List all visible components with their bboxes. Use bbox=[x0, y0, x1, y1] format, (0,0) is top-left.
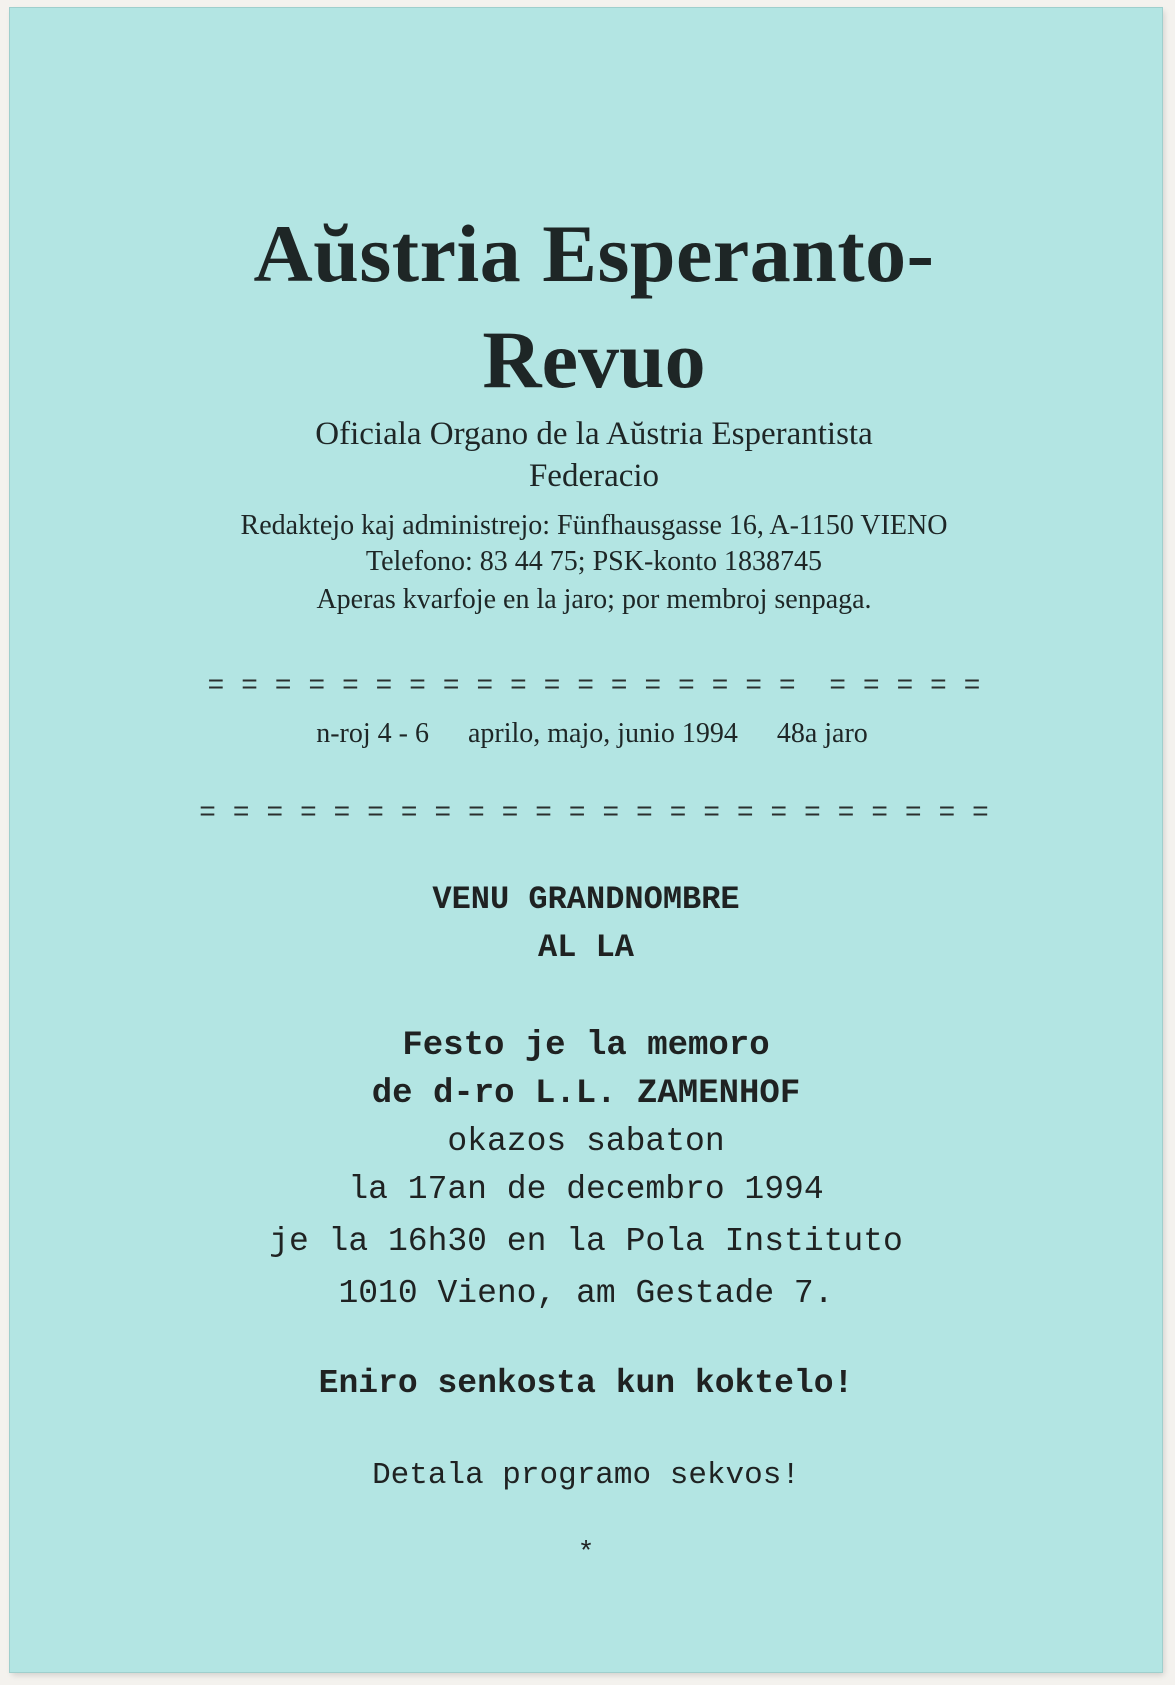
magazine-title-line1: Aŭstria Esperanto- bbox=[253, 208, 935, 299]
event-address: 1010 Vieno, am Gestade 7. bbox=[338, 1275, 834, 1312]
issue-info bbox=[16, 716, 1168, 752]
divider-top: = = = = = = = = = = = = = = = = = = = = = = = bbox=[207, 671, 981, 702]
editorial-address: Redaktejo kaj administrejo: Fünfhausgasse 16, A-1150 VIENO bbox=[240, 510, 948, 541]
event-title-line2: de d-ro L.L. ZAMENHOF bbox=[371, 1075, 801, 1113]
announcement-heading-line2: AL LA bbox=[537, 929, 634, 966]
subtitle-line1: Oficiala Organo de la Aŭstria Esperantista bbox=[315, 416, 873, 452]
event-date: la 17an de decembro 1994 bbox=[348, 1171, 824, 1208]
subtitle-line2: Federacio bbox=[528, 458, 660, 494]
event-day: okazos sabaton bbox=[447, 1123, 725, 1160]
announcement-heading-line1: VENU GRANDNOMBRE bbox=[432, 881, 740, 918]
asterisk-ornament: * bbox=[577, 1538, 595, 1569]
divider-bottom: = = = = = = = = = = = = = = = = = = = = = = = = bbox=[199, 798, 989, 829]
program-note: Detala programo sekvos! bbox=[372, 1458, 800, 1493]
event-title-line1: Festo je la memoro bbox=[402, 1027, 770, 1065]
publication-frequency: Aperas kvarfoje en la jaro; por membroj senpaga. bbox=[316, 584, 872, 615]
entry-note: Eniro senkosta kun koktelo! bbox=[318, 1365, 854, 1402]
issue-numbers: n-roj 4 - 6 bbox=[316, 718, 429, 749]
issue-months: aprilo, majo, junio 1994 bbox=[467, 718, 738, 749]
cover-page bbox=[10, 8, 1162, 1672]
issue-year: 48a jaro bbox=[776, 718, 868, 749]
phone-and-account: Telefono: 83 44 75; PSK-konto 1838745 bbox=[365, 546, 823, 577]
magazine-title-line2: Revuo bbox=[482, 314, 706, 405]
event-time-venue: je la 16h30 en la Pola Instituto bbox=[269, 1223, 903, 1260]
